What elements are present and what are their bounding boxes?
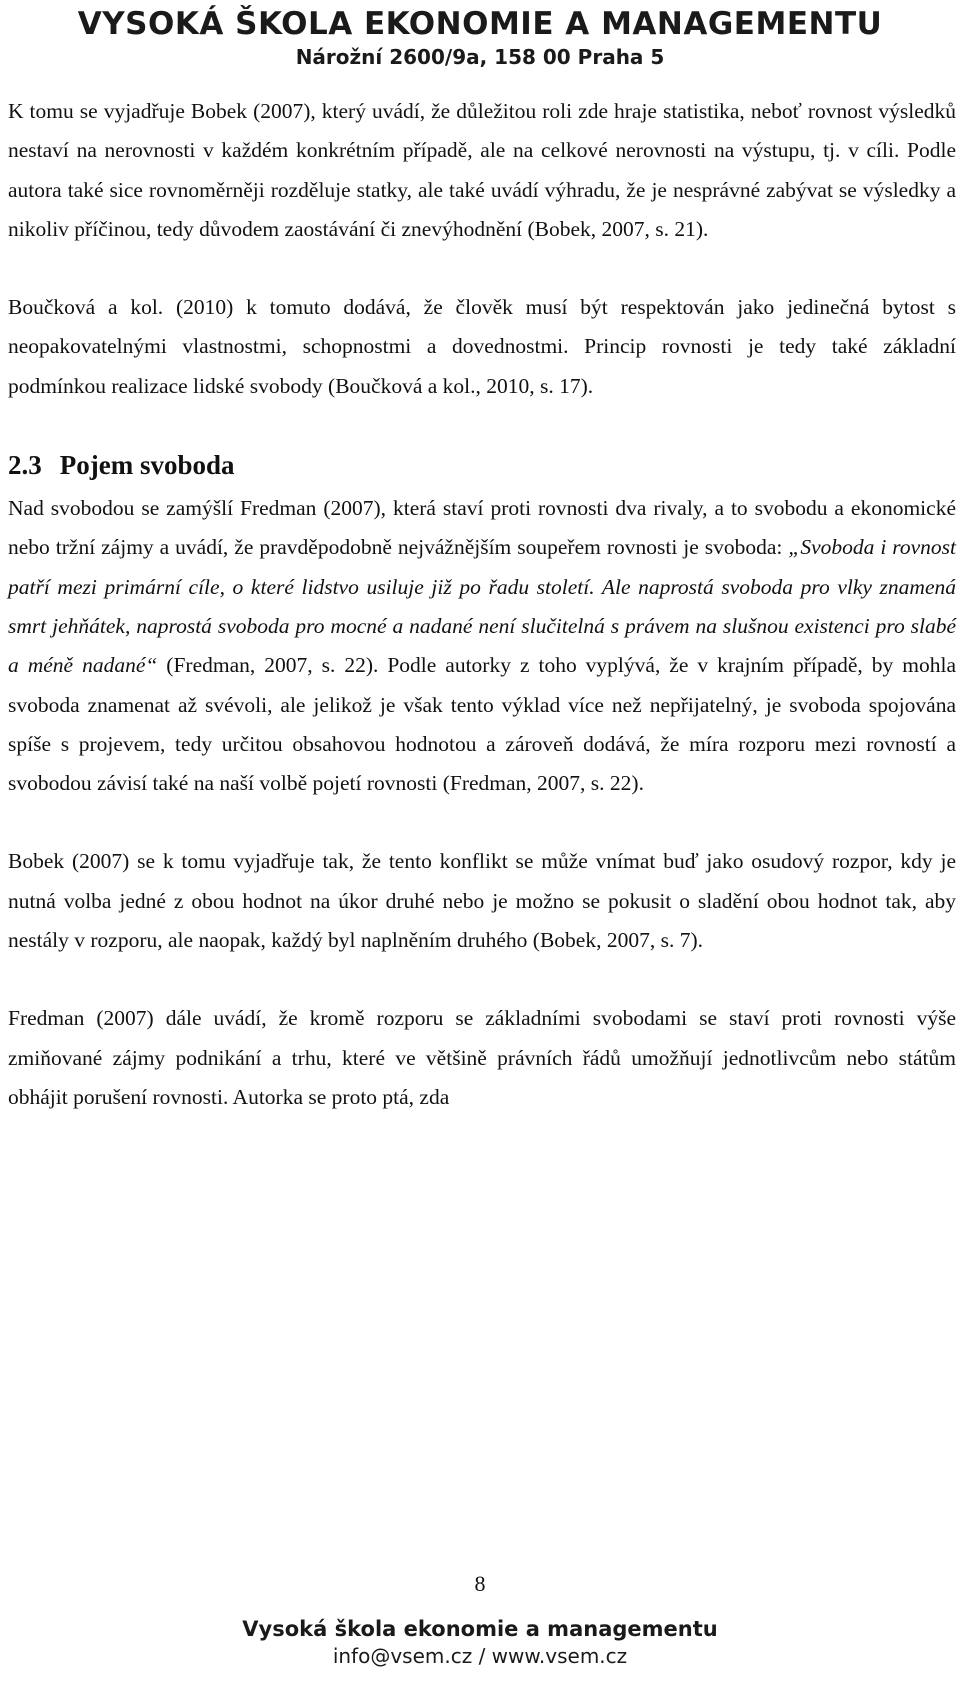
paragraph-bobek-conflict: Bobek (2007) se k tomu vyjadřuje tak, že tento konflikt se může vnímat buď jako osudový rozpor, kdy je nutná volba jedné z obou hodnot na úkor druhé nebo je možno se pokusit o sladění obou hodnot tak, aby nestály v rozporu, ale naopak, každý byl naplněním druhého (Bobek, 2007, s. 7). (8, 849, 956, 953)
school-address: Nárožní 2600/9a, 158 00 Praha 5 (295, 45, 665, 69)
page-header (0, 4, 960, 70)
section-heading (8, 445, 956, 485)
paragraph-fredman-business: Fredman (2007) dále uvádí, že kromě rozporu se základními svobodami se staví proti rovnosti výše zmiňované zájmy podnikání a trhu, které ve většině právních řádů umožňují jednotlivcům nebo státům obhájit porušení rovnosti. Autorka se proto ptá, zda (8, 1006, 956, 1109)
document-body (8, 92, 956, 1117)
paragraph-fredman-intro: Nad svobodou se zamýšlí Fredman (2007), která staví proti rovnosti dva rivaly, a to svobodu a ekonomické nebo tržní zájmy a uvádí, že pravděpodobně nejvážnějším soupeřem rovnosti je svoboda: (8, 496, 956, 560)
section-title: Pojem svoboda (59, 450, 235, 481)
paragraph-fredman-rest: (Fredman, 2007, s. 22). Podle autorky z toho vyplývá, že v krajním případě, by mohla svoboda znamenat až svévoli, ale jelikož je však tento výklad více než nepřijatelný, je svoboda spojována spíše s projevem, tedy určitou obsahovou hodnotou a zároveň dodává, že míra rozporu mezi rovností a svobodou závisí také na naší volbě pojetí rovnosti (Fredman, 2007, s. 22). (8, 653, 956, 796)
paragraph-bouckova: Boučková a kol. (2010) k tomuto dodává, že člověk musí být respektován jako jedinečná bytost s neopakovatelnými vlastnostmi, schopnostmi a dovednostmi. Princip rovnosti je tedy také základní podmínkou realizace lidské svobody (Boučková a kol., 2010, s. 17). (8, 295, 956, 398)
section-number: 2.3 (8, 450, 42, 481)
footer-contact: info@vsem.cz / www.vsem.cz (332, 1644, 628, 1668)
footer-school-name: Vysoká škola ekonomie a managementu (242, 1617, 718, 1641)
paragraph-fredman-freedom (8, 489, 956, 803)
school-name: VYSOKÁ ŠKOLA EKONOMIE A MANAGEMENTU (77, 6, 883, 42)
paragraph-bobek-statistics: K tomu se vyjadřuje Bobek (2007), který uvádí, že důležitou roli zde hraje statistika, neboť rovnost výsledků nestaví na nerovnosti v každém konkrétním případě, ale na celkové nerovnosti na výstupu, tj. v cíli. Podle autora také sice rovnoměrněji rozděluje statky, ale také uvádí výhradu, že je nesprávné zabývat se výsledky a nikoliv příčinou, tedy důvodem zaostávání či znevýhodnění (Bobek, 2007, s. 21). (8, 99, 956, 241)
page-footer (0, 1615, 960, 1669)
fredman-quote: „Svoboda i rovnost patří mezi primární cíle, o které lidstvo usiluje již po řadu století. Ale naprostá svoboda pro vlky znamená smrt jehňátek, naprostá svoboda pro mocné a nadané není slučitelná s právem na slušnou existenci pro slabé a méně nadané“ (8, 535, 956, 678)
page-number: 8 (474, 1571, 486, 1596)
